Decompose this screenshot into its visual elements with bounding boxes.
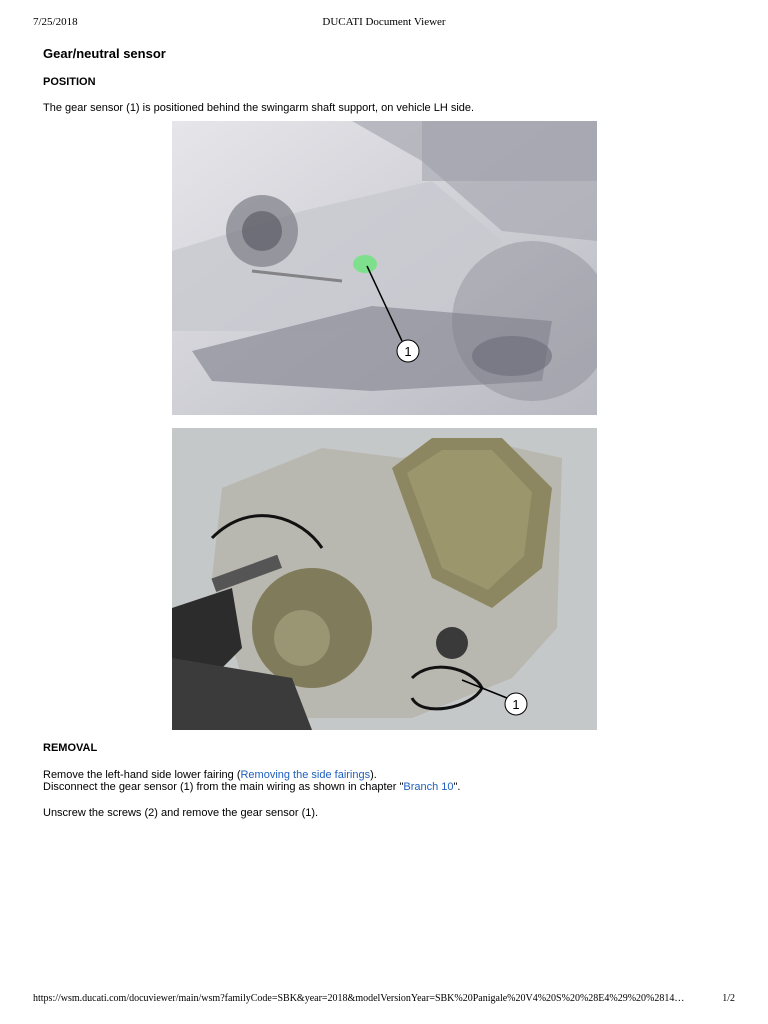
removing-side-fairings-link[interactable]: Removing the side fairings xyxy=(240,769,371,781)
position-text: The gear sensor (1) is positioned behind the swingarm shaft support, on vehicle LH side. xyxy=(43,102,475,114)
print-date: 7/25/2018 xyxy=(33,16,78,28)
position-figure-image xyxy=(172,121,597,415)
removal-step-1-text: Remove the left-hand side lower fairing ( xyxy=(43,769,241,781)
removal-step-1 xyxy=(43,769,377,781)
print-header xyxy=(33,16,735,30)
removal-heading: REMOVAL xyxy=(43,742,98,754)
engine-figure-image xyxy=(172,428,597,730)
figure2-callout: 1 xyxy=(512,697,520,712)
removal-step-2-text: Disconnect the gear sensor (1) from the main wiring as shown in chapter " xyxy=(43,781,404,793)
print-title: DUCATI Document Viewer xyxy=(322,16,446,28)
removal-step-3: Unscrew the screws (2) and remove the gear sensor (1). xyxy=(43,807,319,819)
removal-step-1-end: ). xyxy=(370,769,377,781)
page-number: 1/2 xyxy=(722,993,735,1004)
branch-10-link[interactable]: Branch 10 xyxy=(403,781,454,793)
removal-step-2-end: ". xyxy=(453,781,461,793)
page-url: https://wsm.ducati.com/docuviewer/main/wsm?familyCode=SBK&year=2018&modelVersionYear=SBK%20Panigale%20V4%20S%20%28E4%29%20%2814… xyxy=(33,993,685,1004)
removal-step-2 xyxy=(43,781,460,793)
figure1-callout: 1 xyxy=(404,344,412,359)
print-footer xyxy=(33,993,735,1007)
position-heading: POSITION xyxy=(43,76,96,88)
page-title: Gear/neutral sensor xyxy=(43,46,166,61)
